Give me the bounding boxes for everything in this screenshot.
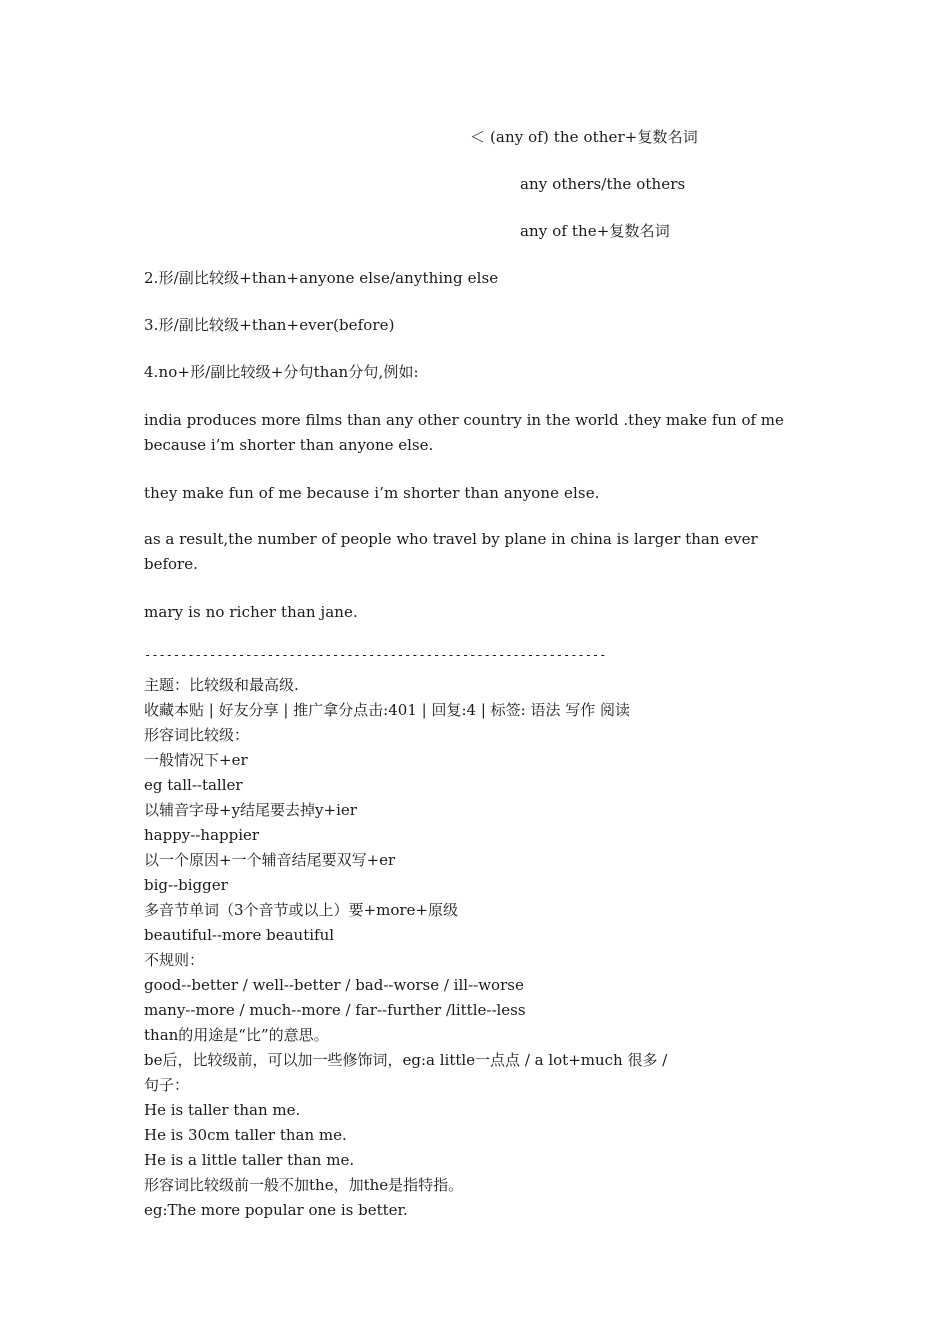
- list-item: He is taller than me.: [144, 1101, 301, 1119]
- post-body: [144, 673, 667, 1223]
- list-item: good--better / well--better / bad--worse / ill--worse: [144, 976, 524, 994]
- list-item: 一般情况下+er: [144, 751, 248, 769]
- list-item: happy--happier: [144, 826, 260, 844]
- list-item: than的用途是“比”的意思。: [144, 1026, 329, 1044]
- list-item: be后，比较级前，可以加一些修饰词，eg:a little一点点 / a lot+much 很多 /: [144, 1051, 668, 1069]
- list-item: eg:The more popular one is better.: [144, 1201, 408, 1219]
- list-item: 不规则：: [144, 951, 205, 969]
- list-item: 以辅音字母+y结尾要去掉y+ier: [144, 801, 357, 819]
- post-title: 主题：比较级和最高级.: [144, 676, 299, 694]
- list-item: 句子：: [144, 1076, 190, 1094]
- list-item: He is a little taller than me.: [144, 1151, 355, 1169]
- list-item: eg tall--taller: [144, 776, 243, 794]
- post-meta: 收藏本贴 | 好友分享 | 推广拿分点击:401 | 回复:4 | 标签: 语法 写作 阅读: [144, 701, 631, 719]
- list-item: 多音节单词（3个音节或以上）要+more+原级: [144, 901, 458, 919]
- list-item: 以一个原因+一个辅音结尾要双写+er: [144, 851, 396, 869]
- pattern-line-any-of-the: any of the+复数名词: [520, 222, 670, 240]
- example-1: india produces more films than any other country in the world .they make fun of me because i’m shorter than anyone else.: [144, 411, 784, 454]
- example-3: as a result,the number of people who travel by plane in china is larger than ever before.: [144, 530, 758, 573]
- rule-3: 3.形/副比较级+than+ever(before): [144, 316, 395, 334]
- example-2: they make fun of me because i’m shorter than anyone else.: [144, 484, 600, 502]
- list-item: many--more / much--more / far--further /little--less: [144, 1001, 526, 1019]
- list-item: beautiful--more beautiful: [144, 926, 335, 944]
- dashed-divider: ----------------------------------------------------------------: [144, 648, 607, 662]
- pattern-line-any-others: any others/the others: [520, 175, 686, 193]
- list-item: 形容词比较级前一般不加the，加the是指特指。: [144, 1176, 464, 1194]
- rule-2: 2.形/副比较级+than+anyone else/anything else: [144, 269, 499, 287]
- pattern-line-any-of-the-other: ＜ (any of) the other+复数名词: [470, 128, 698, 146]
- list-item: big--bigger: [144, 876, 228, 894]
- rule-4: 4.no+形/副比较级+分句than分句,例如:: [144, 363, 419, 381]
- list-item: He is 30cm taller than me.: [144, 1126, 347, 1144]
- example-4: mary is no richer than jane.: [144, 603, 358, 621]
- list-item: 形容词比较级：: [144, 726, 250, 744]
